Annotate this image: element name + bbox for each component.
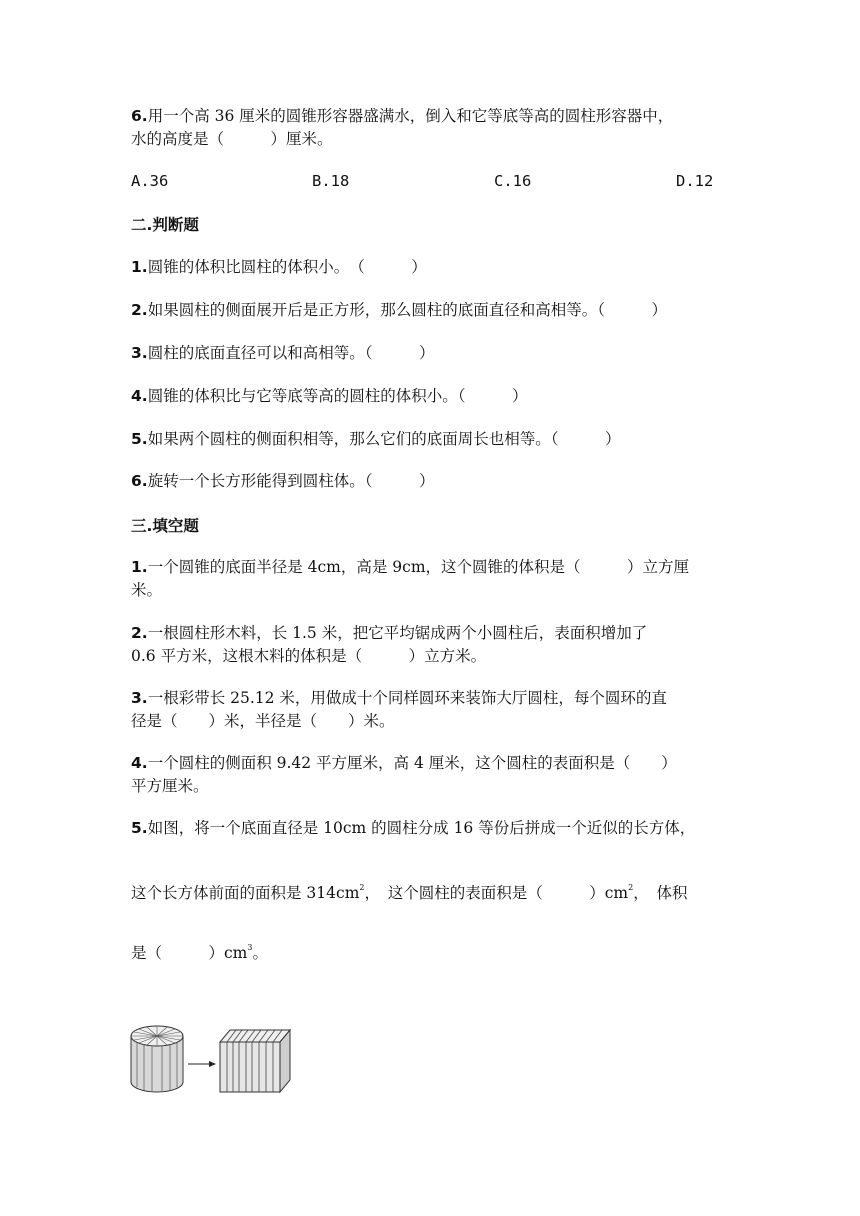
fill-q1-text-1: 一个圆锥的底面半径是 4cm，高是 9cm，这个圆锥的体积是（ ）立方厘 bbox=[147, 558, 690, 576]
fill-q5-text-3b: 。 bbox=[252, 944, 268, 962]
judge-item-6-text: 旋转一个长方形能得到圆柱体。（ ） bbox=[147, 472, 435, 490]
judge-item-2 bbox=[131, 299, 667, 321]
q6-line2: 水的高度是（ ）厘米。 bbox=[131, 130, 333, 148]
judge-item-5-number: 5. bbox=[131, 430, 148, 448]
fill-q2-text-1: 一根圆柱形木料，长 1.5 米，把它平均锯成两个小圆柱后，表面积增加了 bbox=[147, 624, 648, 642]
judge-item-4 bbox=[131, 385, 527, 407]
judge-item-6 bbox=[131, 470, 434, 492]
fill-q5-text-2c: ， 体积 bbox=[633, 884, 688, 902]
fill-q1-number: 1. bbox=[131, 558, 148, 576]
fill-q5-line2 bbox=[131, 877, 688, 904]
q6-option-b: B.18 bbox=[312, 172, 350, 190]
judge-item-5 bbox=[131, 428, 620, 450]
judge-item-1-text: 圆锥的体积比圆柱的体积小。 （ ） bbox=[147, 258, 427, 276]
arrow-icon bbox=[188, 1061, 216, 1067]
judge-item-5-text: 如果两个圆柱的侧面积相等，那么它们的底面周长也相等。（ ） bbox=[147, 430, 621, 448]
judge-item-3 bbox=[131, 342, 434, 364]
q6-option-c: C.16 bbox=[494, 172, 532, 190]
q6-text-1: 用一个高 36 厘米的圆锥形容器盛满水，倒入和它等底等高的圆柱形容器中， bbox=[147, 107, 674, 125]
section2-title: 二.判断题 bbox=[131, 216, 199, 234]
fill-q5-text-3a: 是（ ）cm bbox=[131, 944, 248, 962]
fill-q5-number: 5. bbox=[131, 819, 148, 837]
superscript-2: 2 bbox=[628, 883, 634, 892]
fill-q3-text-1: 一根彩带长 25.12 米，用做成十个同样圆环来装饰大厅圆柱，每个圆环的直 bbox=[147, 689, 667, 707]
section3-title: 三.填空题 bbox=[131, 517, 199, 535]
fill-q1-line1 bbox=[131, 556, 689, 578]
q6-number: 6. bbox=[131, 107, 148, 125]
fill-q2-line2: 0.6 平方米，这根木料的体积是（ ）立方米。 bbox=[131, 647, 487, 665]
q6-option-a: A.36 bbox=[131, 172, 169, 190]
cylinder-icon bbox=[131, 1026, 183, 1092]
judge-item-1 bbox=[131, 256, 427, 278]
cuboid-icon bbox=[220, 1030, 290, 1092]
q6-line1 bbox=[131, 105, 673, 127]
superscript-3: 3 bbox=[247, 943, 253, 952]
judge-item-2-text: 如果圆柱的侧面展开后是正方形，那么圆柱的底面直径和高相等。（ ） bbox=[147, 301, 667, 319]
fill-q4-number: 4. bbox=[131, 754, 148, 772]
judge-item-3-number: 3. bbox=[131, 344, 148, 362]
judge-item-4-text: 圆锥的体积比与它等底等高的圆柱的体积小。（ ） bbox=[147, 387, 528, 405]
fill-q3-line1 bbox=[131, 687, 667, 709]
fill-q3-line2: 径是（ ）米，半径是（ ）米。 bbox=[131, 712, 395, 730]
judge-item-1-number: 1. bbox=[131, 258, 148, 276]
fill-q5-text-1: 如图，将一个底面直径是 10cm 的圆柱分成 16 等份后拼成一个近似的长方体， bbox=[147, 819, 696, 837]
fill-q5-line3 bbox=[131, 937, 268, 964]
fill-q2-number: 2. bbox=[131, 624, 148, 642]
cylinder-to-cuboid-figure bbox=[128, 1024, 298, 1096]
fill-q5-line1 bbox=[131, 817, 695, 839]
fill-q5-text-2b: ， 这个圆柱的表面积是（ ）cm bbox=[364, 884, 629, 902]
judge-item-6-number: 6. bbox=[131, 472, 148, 490]
fill-q5-text-2a: 这个长方体前面的面积是 314cm bbox=[131, 884, 360, 902]
judge-item-4-number: 4. bbox=[131, 387, 148, 405]
fill-q4-line2: 平方厘米。 bbox=[131, 777, 209, 795]
judge-item-3-text: 圆柱的底面直径可以和高相等。（ ） bbox=[147, 344, 435, 362]
fill-q3-number: 3. bbox=[131, 689, 148, 707]
fill-q1-line2: 米。 bbox=[131, 581, 163, 599]
fill-q4-line1 bbox=[131, 752, 677, 774]
fill-q2-line1 bbox=[131, 622, 647, 644]
judge-item-2-number: 2. bbox=[131, 301, 148, 319]
fill-q4-text-1: 一个圆柱的侧面积 9.42 平方厘米，高 4 厘米，这个圆柱的表面积是（ ） bbox=[147, 754, 677, 772]
q6-option-d: D.12 bbox=[676, 172, 714, 190]
superscript-2: 2 bbox=[359, 883, 365, 892]
